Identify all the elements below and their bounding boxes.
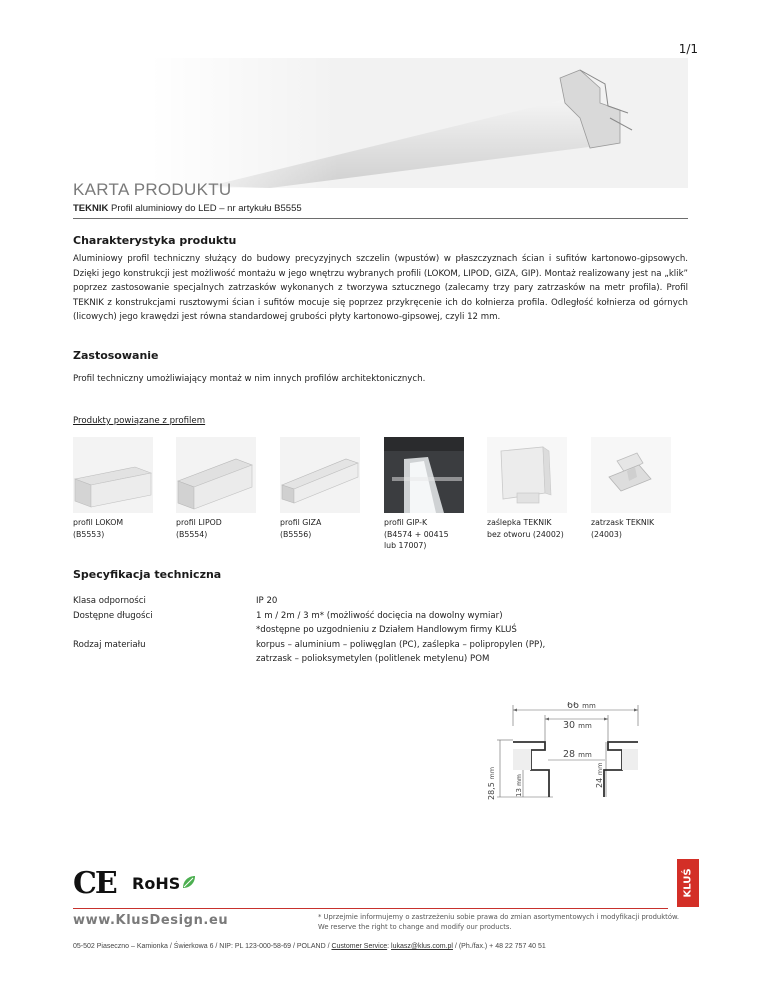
rohs-label: RoHS (132, 874, 181, 893)
dim-30-value: 30 (563, 720, 576, 731)
brand-text: KLUŚ (682, 868, 694, 898)
document-title: KARTA PRODUKTU (73, 180, 232, 199)
svg-text:24 mm (595, 763, 604, 788)
dim-13-unit: mm (516, 774, 523, 786)
address-text: 05-502 Piaseczno – Kamionka / Świerkowa 6 / NIP: PL 123-000-58-69 / POLAND / (73, 943, 332, 950)
address-colon: : (387, 943, 392, 950)
document-subtitle (73, 203, 302, 214)
disclaimer-text: * Uprzejmie informujemy o zastrzeżeniu sobie prawa do zmian asortymentowych i modyfikacji produktów. We reserve the right to change and modify our products. (318, 913, 680, 931)
spec-label-material: Rodzaj materiału (73, 639, 146, 650)
svg-text:28,5 mm (487, 767, 496, 800)
product-endcap-label: zaślepka TEKNIK bez otworu (24002) (487, 518, 564, 539)
dim-24-unit: mm (596, 762, 604, 776)
spec-value-lengths: 1 m / 2m / 3 m* (możliwość docięcia na dowolny wymiar) (256, 610, 503, 621)
rohs-mark (132, 874, 197, 893)
application-heading: Zastosowanie (73, 349, 159, 362)
leaf-icon (181, 874, 197, 890)
product-giza-image (280, 437, 360, 513)
product-lipod-image (176, 437, 256, 513)
ce-mark: CE (73, 866, 116, 901)
spec-heading: Specyfikacja techniczna (73, 568, 222, 581)
product-giza-label: profil GIZA (B5556) (280, 518, 322, 539)
product-gip-k-image (384, 437, 464, 513)
spec-value-material: korpus – aluminium – poliwęglan (PC), zaślepka – polipropylen (PP), (256, 639, 546, 650)
application-text: Profil techniczny umożliwiający montaż w nim innych profilów architektonicznych. (73, 374, 426, 384)
product-lipod-label: profil LIPOD (B5554) (176, 518, 222, 539)
dim-28-value: 28 (563, 749, 576, 760)
dim-285-unit: mm (488, 766, 496, 780)
product-endcap-image (487, 437, 567, 513)
customer-service-link[interactable]: Customer Service (331, 943, 388, 950)
svg-text:30 mm (563, 720, 592, 731)
svg-text:66 mm (567, 702, 596, 711)
footer-divider (73, 908, 668, 909)
cross-section-diagram (483, 702, 653, 802)
product-name: TEKNIK (73, 203, 109, 214)
dim-30-unit: mm (578, 722, 592, 730)
spec-value-material-2: zatrzask – polioksymetylen (politlenek metylenu) POM (256, 654, 490, 664)
product-lokom-image (73, 437, 153, 513)
product-lokom-label: profil LOKOM (B5553) (73, 518, 124, 539)
dim-24-value: 24 (595, 777, 604, 788)
related-products-title: Produkty powiązane z profilem (73, 416, 206, 426)
phone-text: / (Ph./fax.) + 48 22 757 40 51 (452, 943, 546, 950)
characteristics-heading: Charakterystyka produktu (73, 234, 237, 247)
product-clip-label: zatrzask TEKNIK (24003) (591, 518, 655, 539)
page-number: 1/1 (678, 42, 698, 56)
spec-label-lengths: Dostępne długości (73, 610, 153, 621)
website-link[interactable]: www.KlusDesign.eu (73, 913, 229, 928)
dim-66-value: 66 (567, 702, 580, 711)
characteristics-text: Aluminiowy profil techniczny służący do budowy precyzyjnych szczelin (wpustów) w płaszczyznach ścian i sufitów kartonowo-gipsowych. Dzięki jego konstrukcji jest możliwość montażu w jego wnętrzu wybranych profili (LOKOM, LIPOD, GIZA, GIP). Montaż realizowany jest na „klik” poprzez zastosowanie specjalnych zatrzasków wykonanych z tworzywa sztucznego (zalecamy trzy pary zatrzasków na metr profila). Profil TEKNIK z konstrukcjami rusztowymi ścian i sufitów mocuje się poprzez przykręcenie ich do kołnierza profila. Odległość kołnierza od górnych (licowych) jego krawędzi jest równa standardowej grubości płyty kartonowo-gipsowej, czyli 12 mm. (73, 254, 688, 323)
header-divider (73, 218, 688, 219)
email-link[interactable]: lukasz@klus.com.pl (391, 943, 453, 950)
dim-285-value: 28,5 (487, 782, 496, 800)
product-clip-image (591, 437, 671, 513)
spec-value-ip: IP 20 (256, 596, 278, 606)
spec-value-lengths-note: *dostępne po uzgodnieniu z Działem Handlowym firmy KLUŚ (256, 625, 517, 635)
product-gip-k-label: profil GIP-K (B4574 + 00415 lub 17007) (384, 518, 449, 550)
dim-13-value: 13 (515, 788, 523, 797)
svg-text:28 mm (563, 749, 592, 760)
spec-label-ip: Klasa odporności (73, 596, 146, 606)
dim-66-unit: mm (582, 702, 596, 710)
company-address (73, 943, 546, 950)
klus-brand-logo (677, 859, 699, 907)
dim-28-unit: mm (578, 751, 592, 759)
svg-text:13 mm (515, 774, 523, 797)
product-hero-image (150, 58, 688, 188)
subtitle-text: Profil aluminiowy do LED – nr artykułu B5555 (108, 203, 302, 214)
